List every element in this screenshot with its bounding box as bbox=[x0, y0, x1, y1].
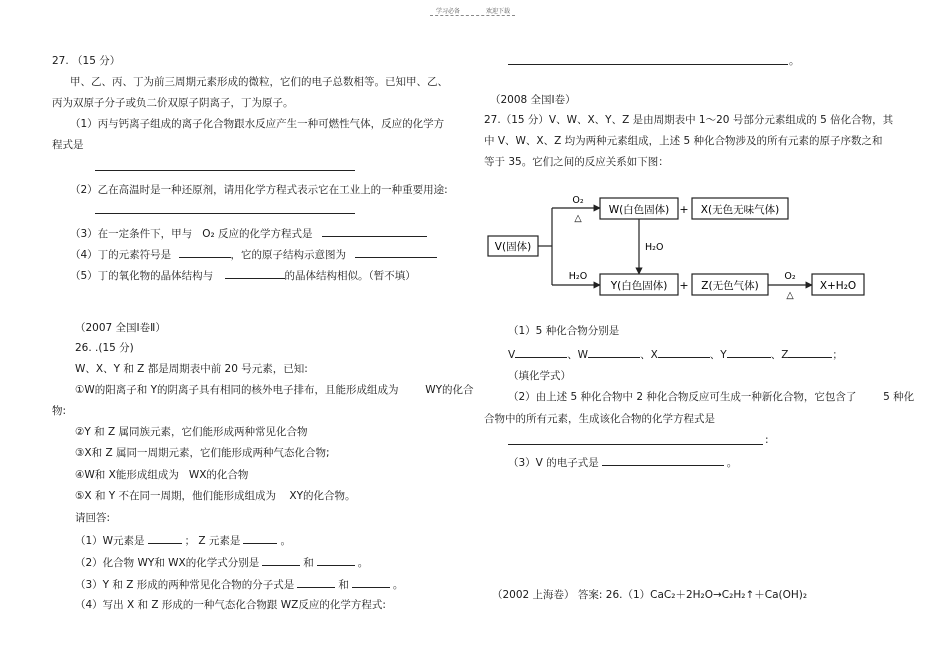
q27b-line-1: 27.（15 分）V、W、X、Y、Z 是由周期表中 1～20 号部分元素组成的 5 倍化合物，其 bbox=[484, 114, 894, 126]
answer-line bbox=[508, 444, 763, 445]
label-delta-top: △ bbox=[574, 213, 582, 224]
blank bbox=[355, 247, 437, 258]
label-v: V(固体) bbox=[494, 241, 532, 253]
q26-answer-1: （1）W元素是 ； Z 元素是 。 bbox=[75, 535, 291, 547]
label-x: X(无色无味气体) bbox=[700, 204, 780, 216]
q27a-part4: （4）丁的元素符号是 ，它的原子结构示意图为 bbox=[70, 247, 437, 262]
label-w: W(白色固体) bbox=[608, 204, 670, 216]
q27b-fill-note: （填化学式） bbox=[508, 370, 571, 382]
answer-line bbox=[95, 170, 355, 171]
blank bbox=[322, 226, 427, 237]
q26-ask: 请回答: bbox=[75, 512, 111, 524]
q27a-part1-line1: （1）丙与钙离子组成的离子化合物跟水反应产生一种可燃性气体，反应的化学方 bbox=[70, 118, 445, 130]
q26-answer-2: （2）化合物 WY和 WX的化学式分别是 和 。 bbox=[75, 557, 369, 569]
blank bbox=[515, 347, 567, 358]
blank bbox=[179, 247, 231, 258]
answer-line bbox=[508, 64, 788, 65]
q27b-source: （2008 全国Ⅰ卷） bbox=[490, 94, 576, 106]
answer-line-2002: （2002 上海卷） 答案: 26.（1）CaC₂＋2H₂O→C₂H₂↑＋Ca(OH)₂ bbox=[492, 589, 808, 601]
answer-line bbox=[95, 213, 355, 214]
q27b-line-2: 中 V、W、X、Z 均为两种元素组成，上述 5 种化合物涉及的所有元素的原子序数之和 bbox=[484, 135, 883, 147]
q27a-part1-line2: 程式是 bbox=[52, 139, 84, 151]
header-right: 欢迎下载 bbox=[486, 8, 511, 15]
end-period: 。 bbox=[789, 55, 800, 67]
blank bbox=[588, 347, 640, 358]
q26-condition-1: ①W的阳离子和 Y的阴离子具有相同的核外电子排布，且能形成组成为 WY的化合 bbox=[75, 384, 474, 396]
q27b-part3: （3）V 的电子式是 。 bbox=[508, 457, 738, 469]
q27b-colon: : bbox=[765, 434, 769, 446]
blank bbox=[317, 555, 355, 566]
q26-condition-4: ④W和 X能形成组成为 WX的化合物 bbox=[75, 469, 249, 481]
q27b-part2-line2: 合物中的所有元素，生成该化合物的化学方程式是 bbox=[484, 413, 715, 425]
q27a-intro-1: 甲、乙、丙、丁为前三周期元素形成的微粒，它们的电子总数相等。已知甲、乙、 bbox=[70, 76, 448, 88]
label-y: Y(白色固体) bbox=[610, 280, 668, 292]
blank bbox=[727, 347, 771, 358]
label-o2-right: O₂ bbox=[784, 271, 796, 282]
header-left: 学习必备 bbox=[436, 8, 461, 15]
blank bbox=[788, 347, 832, 358]
plus-top: + bbox=[679, 203, 689, 216]
blank bbox=[262, 555, 300, 566]
label-o2-top: O₂ bbox=[572, 195, 584, 206]
q27a-part3: （3）在一定条件下，甲与 O₂ 反应的化学方程式是 bbox=[70, 226, 427, 241]
q26-condition-1-end: 物: bbox=[52, 405, 67, 417]
q27b-line-3: 等于 35。它们之间的反应关系如下图： bbox=[484, 156, 669, 168]
label-h2o-bottom: H₂O bbox=[568, 271, 588, 282]
q26-condition-3: ③X和 Z 属同一周期元素，它们能形成两种气态化合物; bbox=[75, 447, 330, 459]
q26-source: （2007 全国Ⅰ卷Ⅱ） bbox=[75, 322, 166, 334]
q26-title: 26. .(15 分) bbox=[75, 342, 134, 354]
q26-condition-2: ②Y 和 Z 属同族元素，它们能形成两种常见化合物 bbox=[75, 426, 308, 438]
label-products: X+H₂O bbox=[819, 280, 857, 292]
q26-condition-5: ⑤X 和 Y 不在同一周期，他们能形成组成为 XY的化合物。 bbox=[75, 490, 356, 502]
blank bbox=[243, 533, 277, 544]
q27a-part5: （5）丁的氧化物的晶体结构与 的晶体结构相似。（暂不填） bbox=[70, 270, 416, 282]
q27a-title: 27. （15 分） bbox=[52, 55, 121, 67]
label-z: Z(无色气体) bbox=[701, 280, 759, 292]
label-h2o-mid: H₂O bbox=[645, 242, 664, 253]
q26-intro: W、X、Y 和 Z 都是周期表中前 20 号元素，已知: bbox=[75, 363, 308, 375]
q26-answer-3: （3）Y 和 Z 形成的两种常见化合物的分子式是 和 。 bbox=[75, 579, 404, 591]
q27b-part1: （1）5 种化合物分别是 bbox=[508, 325, 620, 337]
blank bbox=[352, 577, 390, 588]
reaction-diagram bbox=[480, 188, 880, 313]
blank bbox=[602, 455, 724, 466]
header-rule bbox=[430, 15, 515, 16]
blank bbox=[225, 268, 285, 279]
blank bbox=[297, 577, 335, 588]
q27a-part2: （2）乙在高温时是一种还原剂，请用化学方程式表示它在工业上的一种重要用途: bbox=[70, 184, 448, 196]
label-delta-right: △ bbox=[786, 290, 794, 301]
q26-answer-4: （4）写出 X 和 Z 形成的一种气态化合物跟 WZ反应的化学方程式: bbox=[75, 599, 386, 611]
blank bbox=[658, 347, 710, 358]
blank bbox=[148, 533, 182, 544]
plus-bottom: + bbox=[679, 279, 689, 292]
q27b-part2-line1: （2）由上述 5 种化合物中 2 种化合物反应可生成一种新化合物，它包含了 5 种化 bbox=[508, 391, 915, 403]
q27a-intro-2: 丙为双原子分子或负二价双原子阴离子，丁为原子。 bbox=[52, 97, 294, 109]
q27b-compound-blanks: V 、W 、X 、Y 、Z ； bbox=[508, 349, 843, 361]
